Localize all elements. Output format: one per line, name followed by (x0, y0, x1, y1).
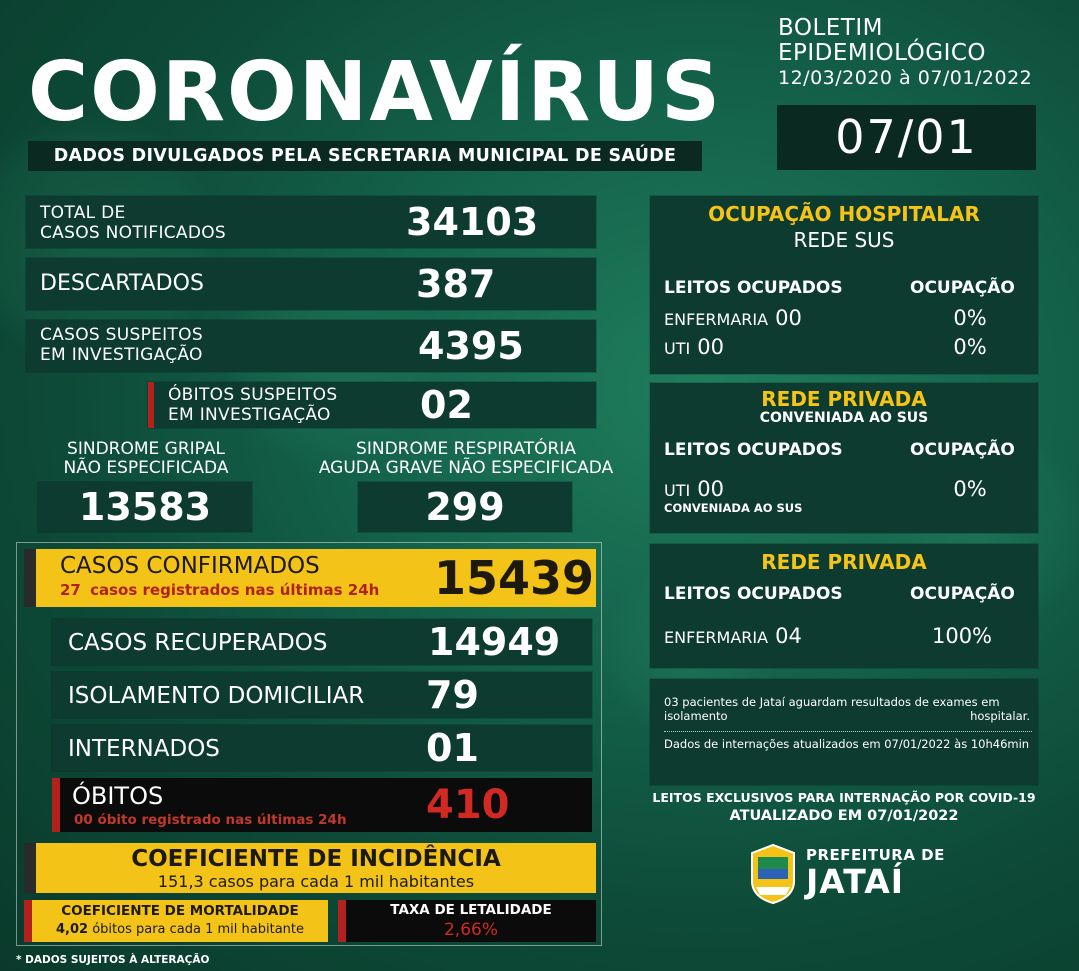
suspect-deaths-value: 02 (420, 383, 473, 427)
private-sus-title: REDE PRIVADA (761, 387, 927, 411)
label-line: SINDROME RESPIRATÓRIA (356, 439, 576, 459)
discarded-box (26, 258, 596, 310)
icu-label: UTI (664, 481, 691, 500)
sg-box (38, 482, 252, 532)
icu-occupancy: 0% (953, 477, 987, 501)
beds-footer-line-2: ATUALIZADO EM 07/01/2022 (729, 808, 959, 824)
discarded-label: DESCARTADOS (40, 271, 204, 296)
bulletin-title (778, 16, 1058, 91)
incidence-box (24, 843, 596, 893)
date-value: 07/01 (835, 110, 978, 164)
label-line: SINDROME GRIPAL (67, 439, 225, 459)
confirmed-box (24, 549, 596, 607)
ward-row (664, 624, 802, 650)
beds-footer (640, 790, 1048, 826)
deaths-value: 410 (426, 782, 510, 828)
icu-value: 00 (697, 335, 725, 359)
hospitalized-label: INTERNADOS (68, 736, 220, 762)
lethality-label: TAXA DE LETALIDADE (390, 902, 552, 918)
private-sus-panel (650, 383, 1038, 533)
accent-bar (52, 778, 60, 832)
bulletin-line-2: EPIDEMIOLÓGICO (778, 40, 987, 66)
city-seal (748, 843, 798, 905)
recovered-value: 14949 (428, 620, 561, 664)
private-sus-subtitle: CONVENIADA AO SUS (759, 410, 929, 426)
suspects-box (26, 320, 596, 372)
notes-panel (650, 679, 1038, 785)
total-notified-box (26, 196, 596, 248)
total-notified-value: 34103 (406, 200, 539, 244)
icu-occupancy: 0% (953, 335, 987, 359)
hospitalized-box (52, 725, 592, 771)
srag-label (288, 440, 644, 478)
accent-bar (24, 900, 32, 942)
ward-occupancy: 100% (931, 624, 993, 648)
hospital-sus-subtitle: REDE SUS (793, 228, 895, 252)
bulletin-period: 12/03/2020 à 07/01/2022 (778, 67, 1033, 89)
mortality-box (24, 900, 328, 942)
lethality-box (338, 900, 596, 942)
recovered-label: CASOS RECUPERADOS (68, 630, 328, 656)
notes-line-1: 03 pacientes de Jataí aguardam resultados de exames em (664, 695, 1000, 709)
logo-top: PREFEITURA DE (806, 846, 945, 864)
srag-value: 299 (425, 485, 505, 529)
bulletin-line-1: BOLETIM (778, 15, 884, 41)
subtitle-bar (28, 141, 702, 171)
suspect-deaths-label (168, 385, 337, 425)
date-box (777, 105, 1036, 170)
sg-label (36, 440, 256, 478)
beds-footer-line-1: LEITOS EXCLUSIVOS PARA INTERNAÇÃO POR COVID-19 (652, 790, 1036, 805)
confirmed-new-text: casos registrados nas últimas 24h (90, 581, 380, 599)
ward-label: ENFERMARIA (664, 310, 769, 329)
icu-label: UTI (664, 339, 691, 358)
ward-value: 00 (775, 306, 802, 330)
mortality-label: COEFICIENTE DE MORTALIDADE (61, 903, 299, 919)
mortality-text (32, 921, 328, 939)
col-occupancy: OCUPAÇÃO (910, 584, 1015, 604)
icu-value: 00 (697, 477, 725, 501)
icu-note: CONVENIADA AO SUS (664, 501, 803, 515)
footnote: * DADOS SUJEITOS À ALTERAÇÃO (16, 954, 210, 966)
col-beds: LEITOS OCUPADOS (664, 584, 843, 604)
ward-value: 04 (775, 624, 802, 648)
accent-bar (24, 843, 36, 893)
deaths-note: 00 óbito registrado nas últimas 24h (74, 812, 347, 828)
private-panel (650, 544, 1038, 668)
suspects-value: 4395 (418, 324, 524, 368)
deaths-box (52, 778, 592, 832)
accent-bar (338, 900, 346, 942)
mortality-value: 4,02 (55, 922, 89, 937)
deaths-label: ÓBITOS (72, 782, 164, 810)
isolation-box (52, 672, 592, 718)
ward-label: ENFERMARIA (664, 628, 769, 647)
mortality-desc: óbitos para cada 1 mil habitante (92, 922, 304, 937)
label-line: CASOS NOTIFICADOS (40, 223, 227, 243)
notes-line-2a: isolamento (664, 709, 728, 723)
col-occupancy: OCUPAÇÃO (910, 278, 1015, 298)
suspects-label (40, 325, 203, 365)
icu-row (664, 335, 724, 361)
subtitle-text: DADOS DIVULGADOS PELA SECRETARIA MUNICIPAL DE SAÚDE (53, 146, 677, 166)
accent-bar (24, 549, 36, 607)
logo-name: JATAÍ (806, 862, 905, 901)
label-line: TOTAL DE (40, 203, 126, 223)
isolation-value: 79 (426, 673, 479, 717)
accent-bar (148, 382, 154, 428)
logo-text (806, 846, 945, 900)
incidence-text: 151,3 casos para cada 1 mil habitantes (157, 872, 475, 891)
incidence-label: COEFICIENTE DE INCIDÊNCIA (131, 846, 501, 872)
label-line: EM INVESTIGAÇÃO (40, 345, 203, 365)
label-line: CASOS SUSPEITOS (40, 325, 203, 345)
isolation-label: ISOLAMENTO DOMICILIAR (68, 683, 365, 709)
hospital-sus-panel (650, 196, 1038, 374)
ward-occupancy: 0% (953, 306, 987, 330)
ward-row (664, 306, 802, 332)
srag-box (358, 482, 572, 532)
confirmed-label: CASOS CONFIRMADOS (60, 553, 320, 579)
confirmed-value: 15439 (434, 551, 595, 605)
hospital-sus-title: OCUPAÇÃO HOSPITALAR (708, 202, 980, 226)
label-line: EM INVESTIGAÇÃO (168, 405, 331, 425)
col-beds: LEITOS OCUPADOS (664, 278, 843, 298)
label-line: AGUDA GRAVE NÃO ESPECIFICADA (318, 458, 614, 478)
confirmed-new (60, 580, 379, 600)
page-title: CORONAVÍRUS (28, 45, 723, 140)
total-notified-label (40, 203, 226, 243)
notes-line-2b: hospitalar. (970, 709, 1030, 723)
notes-divider (664, 731, 1032, 732)
private-title: REDE PRIVADA (761, 550, 927, 574)
icu-row (664, 477, 724, 503)
suspect-deaths-box (148, 382, 596, 428)
confirmed-new-count: 27 (60, 581, 81, 599)
col-occupancy: OCUPAÇÃO (910, 440, 1015, 460)
discarded-value: 387 (416, 262, 496, 306)
label-line: ÓBITOS SUSPEITOS (168, 385, 338, 405)
col-beds: LEITOS OCUPADOS (664, 440, 843, 460)
city-seal-icon (748, 843, 798, 905)
lethality-value: 2,66% (443, 920, 498, 940)
hospitalized-value: 01 (426, 726, 479, 770)
notes-update: Dados de internações atualizados em 07/01/2022 às 10h46min (664, 737, 1030, 751)
label-line: NÃO ESPECIFICADA (63, 458, 229, 478)
recovered-box (52, 619, 592, 665)
sg-value: 13583 (78, 485, 212, 529)
